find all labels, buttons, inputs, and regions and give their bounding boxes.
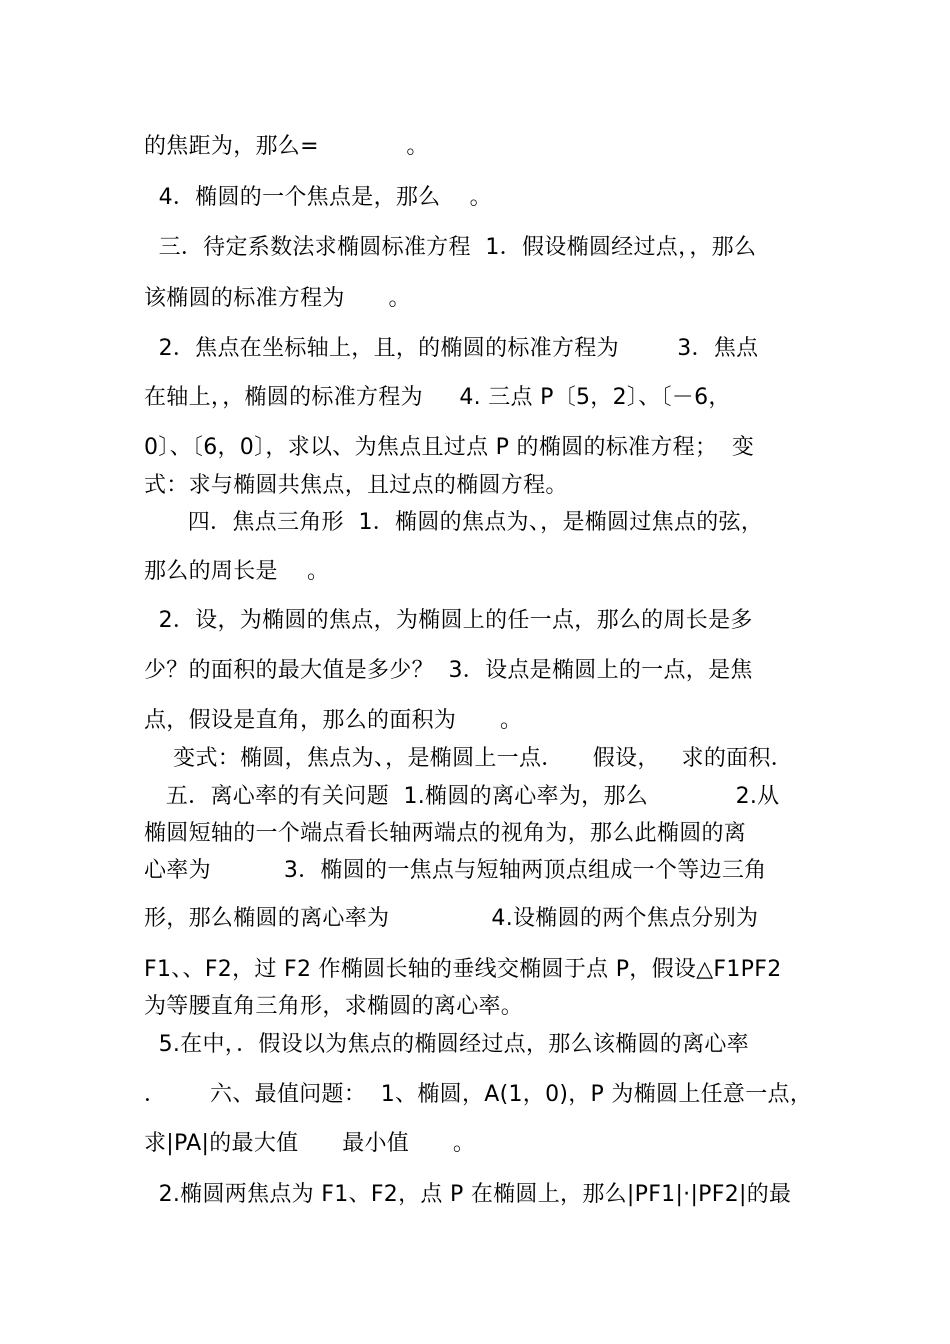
text-line: 少？的面积的最大值是多少？ 3．设点是椭圆上的一点，是焦 [144, 658, 753, 683]
text-line: 四．焦点三角形 1．椭圆的焦点为、，是椭圆过焦点的弦， [144, 510, 764, 535]
text-line: 0〕、〔6，0〕，求以、为焦点且过点 P 的椭圆的标准方程； 变 [144, 435, 755, 460]
text-line: 在轴上，，椭圆的标准方程为 4. 三点 P〔5，2〕、〔－6， [144, 385, 731, 410]
text-line: 2．设，为椭圆的焦点，为椭圆上的任一点，那么的周长是多 [144, 608, 753, 633]
text-line: 的焦距为，那么= 。 [144, 134, 429, 159]
text-line: ． 六、最值问题： 1、椭圆，A(1，0)，P 为椭圆上任意一点， [144, 1082, 813, 1107]
text-line: 椭圆短轴的一个端点看长轴两端点的视角为，那么此椭圆的离 [144, 821, 747, 846]
text-line: 4．椭圆的一个焦点是，那么 。 [144, 185, 492, 210]
text-line: 形，那么椭圆的离心率为 4.设椭圆的两个焦点分别为 [144, 906, 759, 931]
text-line: 心率为 3．椭圆的一焦点与短轴两顶点组成一个等边三角 [144, 858, 767, 883]
text-line: 式：求与椭圆共焦点，且过点的椭圆方程。 [144, 473, 568, 498]
text-line: F1、、F2，过 F2 作椭圆长轴的垂线交椭圆于点 P，假设△F1PF2 [144, 957, 782, 982]
text-line: 点，假设是直角，那么的面积为 。 [144, 708, 523, 733]
text-line: 该椭圆的标准方程为 。 [144, 286, 411, 311]
text-line: 2．焦点在坐标轴上，且，的椭圆的标准方程为 3．焦点 [144, 336, 759, 361]
text-line: 为等腰直角三角形，求椭圆的离心率。 [144, 994, 524, 1019]
text-line: 三．待定系数法求椭圆标准方程 1．假设椭圆经过点，，那么 [144, 235, 757, 260]
text-line: 那么的周长是 。 [144, 559, 330, 584]
text-line: 五．离心率的有关问题 1.椭圆的离心率为，那么 2.从 [144, 784, 780, 809]
text-line: 5.在中，．假设以为焦点的椭圆经过点，那么该椭圆的离心率 [144, 1032, 749, 1057]
text-line: 2.椭圆两焦点为 F1、F2，点 P 在椭圆上，那么|PF1|·|PF2|的最 [144, 1182, 792, 1207]
text-line: 变式：椭圆，焦点为、，是椭圆上一点． 假设， 求的面积． [144, 746, 794, 771]
text-line: 求|PA|的最大值 最小值 。 [144, 1131, 476, 1156]
